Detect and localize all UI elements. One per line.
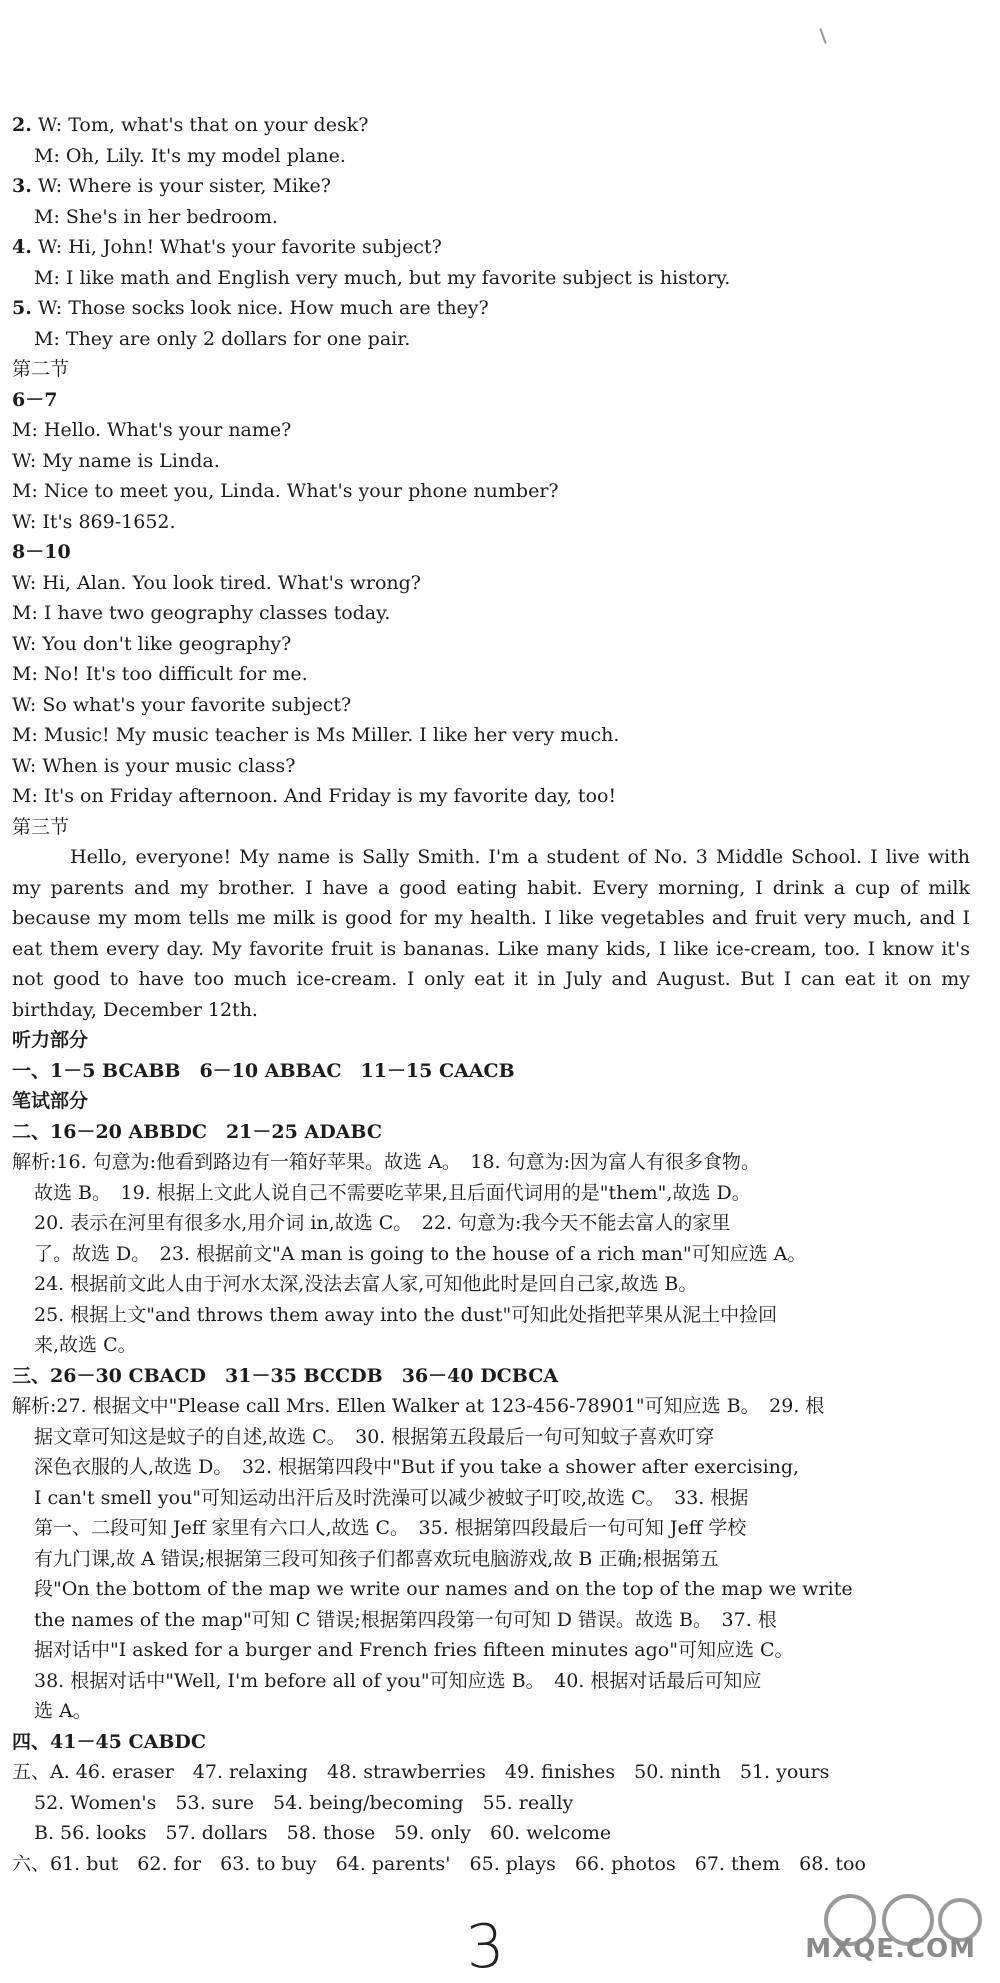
dialogue-line: M: Hello. What's your name? (12, 419, 292, 441)
page-number: 3 (464, 1911, 506, 1983)
dialogue-line: M: Nice to meet you, Linda. What's your phone number? (12, 480, 559, 502)
line-m: M: Oh, Lily. It's my model plane. (34, 144, 346, 167)
analysis-line: 24. 根据前文此人由于河水太深,没法去富人家,可知他此时是回自己家,故选 B。 (34, 1273, 698, 1295)
section-5a-answers-cont: 52. Women's 53. sure 54. being/becoming 55. really (34, 1791, 574, 1814)
watermark-text: MXQE.COM (805, 1934, 976, 1964)
analysis-line: 据文章可知这是蚊子的自述,故选 C。 30. 根据第五段最后一句可知蚊子喜欢叮穿 (34, 1425, 715, 1448)
analysis-line: 第一、二段可知 Jeff 家里有六口人,故选 C。 35. 根据第四段最后一句可知 Jeff 学校 (34, 1517, 747, 1539)
line-w: W: Tom, what's that on your desk? (37, 114, 369, 136)
analysis-line: 38. 根据对话中"Well, I'm before all of you"可知应选 B。 40. 根据对话最后可知应 (34, 1669, 762, 1692)
written-title: 笔试部分 (12, 1090, 89, 1112)
dialogue-8-10-label: 8－10 (12, 541, 71, 563)
section-6-answers: 六、61. but 62. for 63. to buy 64. parents' 65. plays 66. photos 67. them 68. too (12, 1852, 866, 1875)
line-m: M: I like math and English very much, but my favorite subject is history. (34, 266, 731, 289)
dialogue-5: 5. W: Those socks look nice. How much are they? M: They are only 2 dollars for one pair. (12, 293, 970, 354)
analysis-line: 20. 表示在河里有很多水,用介词 in,故选 C。 22. 句意为:我今天不能去富人的家里 (34, 1212, 731, 1234)
analysis-line: 段"On the bottom of the map we write our names and on the top of the map we write (34, 1578, 853, 1600)
analysis-line: I can't smell you"可知运动出汗后及时洗澡可以减少被蚊子叮咬,故选 C。 33. 根据 (34, 1486, 749, 1509)
listening-answers: 一、1－5 BCABB 6－10 ABBAC 11－15 CAACB (12, 1059, 515, 1082)
watermark-logo (790, 1882, 990, 1972)
dialogue-line: W: It's 869-1652. (12, 510, 176, 533)
section-2-title: 第二节 (12, 358, 70, 380)
listening-title: 听力部分 (12, 1029, 89, 1051)
dialogue-3: 3. W: Where is your sister, Mike? M: She's in her bedroom. (12, 171, 970, 232)
analysis-line: 选 A。 (34, 1700, 92, 1722)
dialogue-line: W: Hi, Alan. You look tired. What's wrong? (12, 571, 421, 594)
dialogue-line: W: You don't like geography? (12, 632, 292, 655)
line-w: W: Those socks look nice. How much are they? (37, 297, 489, 319)
section-2-analysis (12, 1147, 970, 1361)
analysis-line: 来,故选 C。 (34, 1334, 137, 1356)
dialogue-line: W: So what's your favorite subject? (12, 693, 352, 716)
dialogue-line: W: My name is Linda. (12, 449, 220, 472)
dialogue-line: M: It's on Friday afternoon. And Friday is my favorite day, too! (12, 785, 617, 807)
analysis-line: 故选 B。 19. 根据上文此人说自己不需要吃苹果,且后面代词用的是"them",故选 D。 (34, 1181, 751, 1204)
section-2-answers: 二、16－20 ABBDC 21－25 ADABC (12, 1120, 382, 1143)
section-3-analysis (12, 1391, 970, 1727)
analysis-line: 解析:27. 根据文中"Please call Mrs. Ellen Walker at 123-456-78901"可知应选 B。 29. 根 (12, 1395, 825, 1417)
analysis-line: 据对话中"I asked for a burger and French fries fifteen minutes ago"可知应选 C。 (34, 1639, 794, 1661)
line-m: M: They are only 2 dollars for one pair. (34, 327, 411, 350)
listening-passage: Hello, everyone! My name is Sally Smith. I'm a student of No. 3 Middle School. I live with my parents and my brother. I have a good eating habit. Every morning, I drink a cup of milk because my mom tells me milk is good for my health. I like vegetables and fruit very much, and I eat them every day. My favorite fruit is bananas. Like many kids, I like ice-cream, too. I know it's not good to have too much ice-cream. I only eat it in July and August. But I can eat it on my birthday, December 12th. (12, 846, 970, 1021)
line-w: W: Hi, John! What's your favorite subject? (37, 236, 442, 258)
dialogue-line: M: I have two geography classes today. (12, 602, 391, 624)
line-m: M: She's in her bedroom. (34, 205, 278, 228)
dialogue-2: 2. W: Tom, what's that on your desk? M: Oh, Lily. It's my model plane. (12, 110, 970, 171)
analysis-line: 解析:16. 句意为:他看到路边有一箱好苹果。故选 A。 18. 句意为:因为富人有很多食物。 (12, 1151, 760, 1173)
dialogue-line: W: When is your music class? (12, 754, 296, 777)
dialogue-line: M: No! It's too difficult for me. (12, 663, 308, 685)
section-5a-answers: 五、A. 46. eraser 47. relaxing 48. strawberries 49. finishes 50. ninth 51. yours (12, 1761, 830, 1783)
analysis-line: 25. 根据上文"and throws them away into the dust"可知此处指把苹果从泥土中捡回 (34, 1303, 778, 1326)
analysis-line: 了。故选 D。 23. 根据前文"A man is going to the house of a rich man"可知应选 A。 (34, 1242, 807, 1265)
dialogue-line: M: Music! My music teacher is Ms Miller. I like her very much. (12, 724, 620, 746)
section-4-answers: 四、41－45 CABDC (12, 1730, 207, 1753)
section-5b-answers: B. 56. looks 57. dollars 58. those 59. only 60. welcome (34, 1822, 612, 1844)
section-3-title: 第三节 (12, 815, 70, 838)
dialogue-4: 4. W: Hi, John! What's your favorite subject? M: I like math and English very much, but my favorite subject is history. (12, 232, 970, 293)
section-3-answers: 三、26－30 CBACD 31－35 BCCDB 36－40 DCBCA (12, 1364, 559, 1387)
analysis-line: the names of the map"可知 C 错误;根据第四段第一句可知 D 错误。故选 B。 37. 根 (34, 1608, 777, 1631)
dialogue-6-7-label: 6－7 (12, 388, 58, 411)
line-w: W: Where is your sister, Mike? (37, 175, 331, 197)
analysis-line: 深色衣服的人,故选 D。 32. 根据第四段中"But if you take a shower after exercising, (34, 1456, 800, 1478)
analysis-line: 有九门课,故 A 错误;根据第三段可知孩子们都喜欢玩电脑游戏,故 B 正确;根据第五 (34, 1547, 719, 1570)
